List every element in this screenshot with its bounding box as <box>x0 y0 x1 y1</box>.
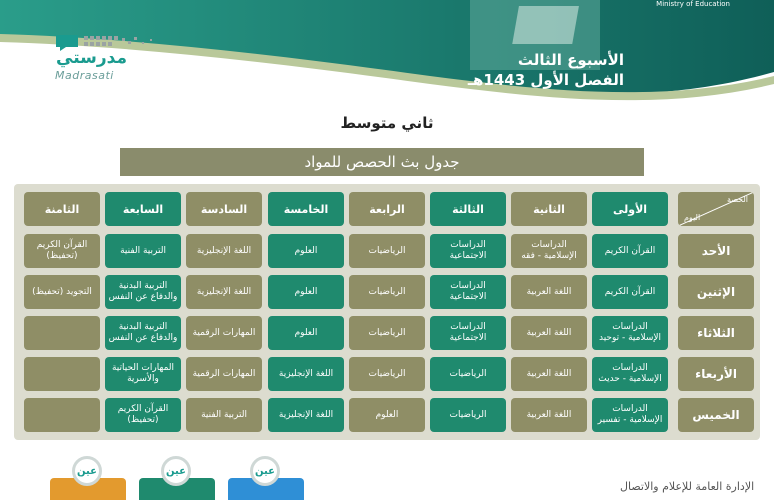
logo-arabic: مدرستي <box>56 48 127 68</box>
schedule-cell: المهارات الرقمية <box>186 357 262 391</box>
ayn-logo-icon: عين <box>72 456 102 486</box>
schedule-cell: اللغة الإنجليزية <box>268 357 344 391</box>
ayn-logo-icon: عين <box>161 456 191 486</box>
ayn-channel-badge[interactable] <box>50 456 126 500</box>
schedule-cell: المهارات الحياتية والأسرية <box>105 357 181 391</box>
schedule-cell: العلوم <box>268 316 344 350</box>
schedule-cell: اللغة العربية <box>511 398 587 432</box>
schedule-cell: الرياضيات <box>349 316 425 350</box>
period-header-2: الثانية <box>511 192 587 226</box>
day-thursday: الخميس <box>678 398 754 432</box>
schedule-cell: الدراسات الإسلامية - حديث <box>592 357 668 391</box>
period-header-6: السادسة <box>186 192 262 226</box>
schedule-cell: الرياضيات <box>349 234 425 268</box>
schedule-cell: التجويد (تحفيظ) <box>24 275 100 309</box>
schedule-cell: التربية البدنية والدفاع عن النفس <box>105 275 181 309</box>
semester-label: الفصل الأول 1443هـ <box>467 71 624 89</box>
schedule-cell: الدراسات الاجتماعية <box>430 275 506 309</box>
period-header-5: الخامسة <box>268 192 344 226</box>
department-label: الإدارة العامة للإعلام والاتصال <box>620 480 755 493</box>
ayn-channel-badge[interactable] <box>228 456 304 500</box>
schedule-cell: المهارات الرقمية <box>186 316 262 350</box>
day-sunday: الأحد <box>678 234 754 268</box>
schedule-cell: الرياضيات <box>430 398 506 432</box>
schedule-cell: القرآن الكريم (تحفيظ) <box>105 398 181 432</box>
week-label: الأسبوع الثالث <box>517 51 624 69</box>
schedule-cell: الدراسات الاجتماعية <box>430 316 506 350</box>
schedule-cell: اللغة العربية <box>511 275 587 309</box>
period-header-8: الثامنة <box>24 192 100 226</box>
schedule-cell: اللغة الإنجليزية <box>268 398 344 432</box>
schedule-cell: العلوم <box>349 398 425 432</box>
day-tuesday: الثلاثاء <box>678 316 754 350</box>
schedule-cell: التربية الفنية <box>105 234 181 268</box>
schedule-cell: الرياضيات <box>430 357 506 391</box>
schedule-cell: الدراسات الإسلامية - تفسير <box>592 398 668 432</box>
grade-title: ثاني متوسط <box>340 114 434 132</box>
period-corner-label: الحصة <box>726 195 748 204</box>
schedule-cell-empty <box>24 357 100 391</box>
ministry-label: Ministry of Education <box>656 0 730 8</box>
schedule-cell-empty <box>24 316 100 350</box>
schedule-cell: اللغة العربية <box>511 316 587 350</box>
schedule-cell: الرياضيات <box>349 275 425 309</box>
schedule-cell: التربية الفنية <box>186 398 262 432</box>
period-header-7: السابعة <box>105 192 181 226</box>
schedule-cell: اللغة العربية <box>511 357 587 391</box>
schedule-cell: اللغة الإنجليزية <box>186 234 262 268</box>
period-header-1: الأولى <box>592 192 668 226</box>
schedule-cell: الدراسات الإسلامية - فقه <box>511 234 587 268</box>
schedule-cell-empty <box>24 398 100 432</box>
schedule-cell: التربية البدنية والدفاع عن النفس <box>105 316 181 350</box>
schedule-cell: العلوم <box>268 275 344 309</box>
day-corner-label: اليوم <box>684 213 701 222</box>
schedule-cell: الرياضيات <box>349 357 425 391</box>
table-title: جدول بث الحصص للمواد <box>120 148 644 176</box>
schedule-cell: الدراسات الاجتماعية <box>430 234 506 268</box>
schedule-cell: اللغة الإنجليزية <box>186 275 262 309</box>
schedule-cell: القرآن الكريم <box>592 275 668 309</box>
period-header-3: الثالثة <box>430 192 506 226</box>
ayn-logo-icon: عين <box>250 456 280 486</box>
period-header-4: الرابعة <box>349 192 425 226</box>
schedule-cell: العلوم <box>268 234 344 268</box>
schedule-cell: القرآن الكريم (تحفيظ) <box>24 234 100 268</box>
day-wednesday: الأربعاء <box>678 357 754 391</box>
corner-header <box>678 192 754 226</box>
schedule-cell: الدراسات الإسلامية - توحيد <box>592 316 668 350</box>
day-monday: الإثنين <box>678 275 754 309</box>
ayn-channel-badge[interactable] <box>139 456 215 500</box>
logo-english: Madrasati <box>55 69 114 82</box>
schedule-cell: القرآن الكريم <box>592 234 668 268</box>
week-info <box>468 50 624 90</box>
